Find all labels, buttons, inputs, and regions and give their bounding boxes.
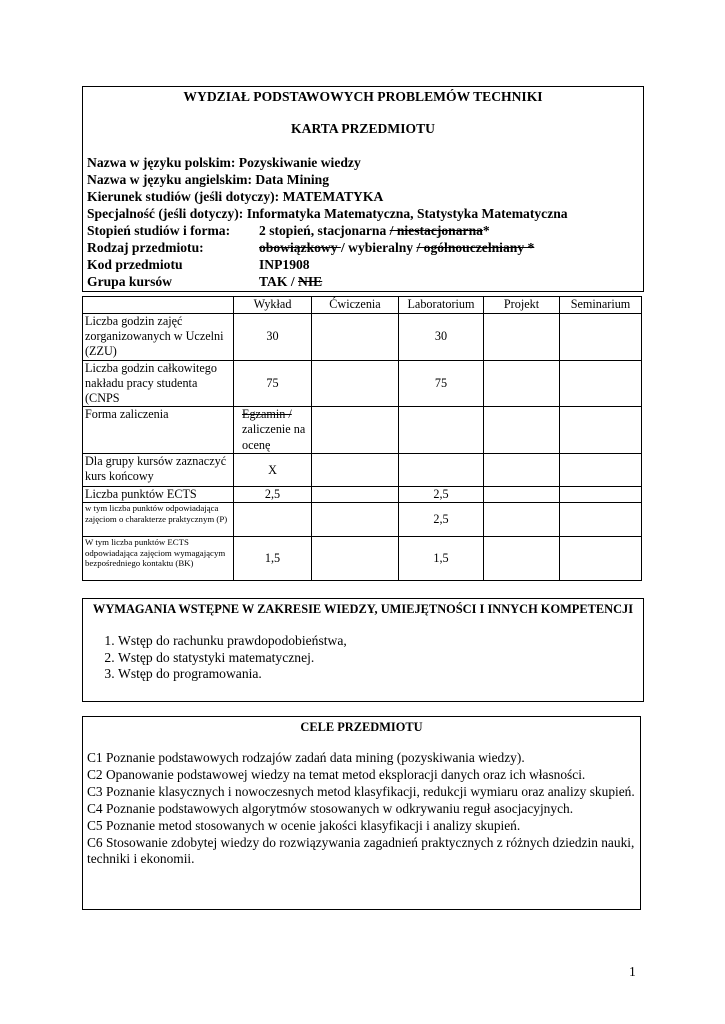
table-cell: 75 (399, 360, 484, 407)
list-item: 1. Wstęp do rachunku prawdopodobieństwa, (118, 633, 347, 650)
course-type-label: Rodzaj przedmiotu: (87, 240, 204, 255)
table-cell (399, 454, 484, 487)
table-cell (312, 407, 399, 454)
table-cell (484, 487, 560, 503)
table-cell (560, 537, 642, 581)
course-type-value: obowiązkowy / wybieralny / ogólnouczelniany * (259, 240, 535, 255)
page-number: 1 (629, 964, 636, 979)
study-level-value: 2 stopień, stacjonarna / niestacjonarna* (259, 223, 490, 238)
study-level-label: Stopień studiów i forma: (87, 223, 231, 238)
table-cell (560, 503, 642, 537)
row-label: Dla grupy kursów zaznaczyć kurs końcowy (83, 454, 234, 487)
table-cell: 30 (399, 314, 484, 361)
table-cell (484, 314, 560, 361)
list-item: C4 Poznanie podstawowych algorytmów stosowanych w odkrywaniu reguł asocjacyjnych. (87, 800, 574, 816)
course-header-box (82, 86, 644, 292)
table-cell (312, 360, 399, 407)
course-goals-box (82, 716, 641, 910)
table-row (83, 407, 642, 454)
course-goals-list (87, 750, 637, 868)
faculty-name: WYDZIAŁ PODSTAWOWYCH PROBLEMÓW TECHNIKI (183, 89, 543, 104)
table-header-cell (83, 297, 234, 314)
table-header-cell: Laboratorium (399, 297, 484, 314)
specialty: Specjalność (jeśli dotyczy): Informatyka Matematyczna, Statystyka Matematyczna (87, 206, 568, 221)
table-cell (312, 314, 399, 361)
table-row (83, 537, 642, 581)
course-group-label: Grupa kursów (87, 274, 172, 289)
course-name-pl: Nazwa w języku polskim: Pozyskiwanie wiedzy (87, 155, 361, 170)
table-header-cell: Projekt (484, 297, 560, 314)
list-item: 2. Wstęp do statystyki matematycznej. (118, 650, 347, 667)
list-item: 3. Wstęp do programowania. (118, 666, 347, 683)
table-cell (560, 407, 642, 454)
row-label: Liczba punktów ECTS (83, 487, 234, 503)
row-label: Liczba godzin całkowitego nakładu pracy studenta (CNPS (83, 360, 234, 407)
table-header-cell: Wykład (234, 297, 312, 314)
table-cell (560, 360, 642, 407)
course-name-en: Nazwa w języku angielskim: Data Mining (87, 172, 330, 187)
row-label: W tym liczba punktów ECTS odpowiadająca zajęciom wymagającym bezpośredniego kontaktu (BK) (83, 537, 234, 581)
table-row (83, 487, 642, 503)
list-item: C6 Stosowanie zdobytej wiedzy do rozwiązywania zagadnień praktycznych z różnych dziedzin nauki, techniki i ekonomii. (87, 834, 635, 867)
table-cell: 2,5 (399, 487, 484, 503)
table-cell (312, 487, 399, 503)
table-cell (234, 503, 312, 537)
table-cell (560, 314, 642, 361)
list-item: C1 Poznanie podstawowych rodzajów zadań data mining (pozyskiwania wiedzy). (87, 750, 525, 765)
table-cell (484, 503, 560, 537)
table-header-cell: Seminarium (560, 297, 642, 314)
table-cell (312, 454, 399, 487)
table-cell: 30 (234, 314, 312, 361)
table-row (83, 454, 642, 487)
table-cell (312, 503, 399, 537)
field-of-study: Kierunek studiów (jeśli dotyczy): MATEMATYKA (87, 189, 384, 204)
table-cell: 2,5 (234, 487, 312, 503)
prerequisites-title: WYMAGANIA WSTĘPNE W ZAKRESIE WIEDZY, UMIEJĘTNOŚCI I INNYCH KOMPETENCJI (92, 602, 634, 616)
table-row (83, 503, 642, 537)
table-cell: 1,5 (234, 537, 312, 581)
table-cell (312, 537, 399, 581)
row-label: w tym liczba punktów odpowiadająca zajęciom o charakterze praktycznym (P) (83, 503, 234, 537)
table-row (83, 360, 642, 407)
table-cell (484, 454, 560, 487)
course-code-value: INP1908 (259, 257, 310, 272)
table-cell (560, 454, 642, 487)
table-cell: 1,5 (399, 537, 484, 581)
prerequisites-list (87, 633, 347, 683)
prerequisites-box (82, 598, 644, 702)
table-row (83, 314, 642, 361)
list-item: C3 Poznanie klasycznych i nowoczesnych metod klasyfikacji, redukcji wymiaru oraz analizy skupień. (87, 783, 635, 799)
table-cell (484, 537, 560, 581)
table-header-row (83, 297, 642, 314)
row-label: Liczba godzin zajęć zorganizowanych w Uczelni (ZZU) (83, 314, 234, 361)
table-cell: Egzamin / zaliczenie na ocenę (234, 407, 312, 454)
table-cell: 2,5 (399, 503, 484, 537)
course-group-value: TAK / NIE (259, 274, 323, 289)
course-code-label: Kod przedmiotu (87, 257, 183, 272)
table-cell (484, 360, 560, 407)
list-item: C5 Poznanie metod stosowanych w ocenie jakości klasyfikacji i analizy skupień. (87, 817, 521, 833)
table-cell (560, 487, 642, 503)
course-goals-title: CELE PRZEDMIOTU (300, 720, 423, 734)
table-header-cell: Ćwiczenia (312, 297, 399, 314)
document-title: KARTA PRZEDMIOTU (291, 121, 435, 136)
row-label: Forma zaliczenia (83, 407, 234, 454)
table-cell (399, 407, 484, 454)
hours-ects-table (82, 296, 642, 581)
table-cell (484, 407, 560, 454)
table-cell: X (234, 454, 312, 487)
table-cell: 75 (234, 360, 312, 407)
list-item: C2 Opanowanie podstawowej wiedzy na temat metod eksploracji danych oraz ich własności. (87, 766, 586, 782)
